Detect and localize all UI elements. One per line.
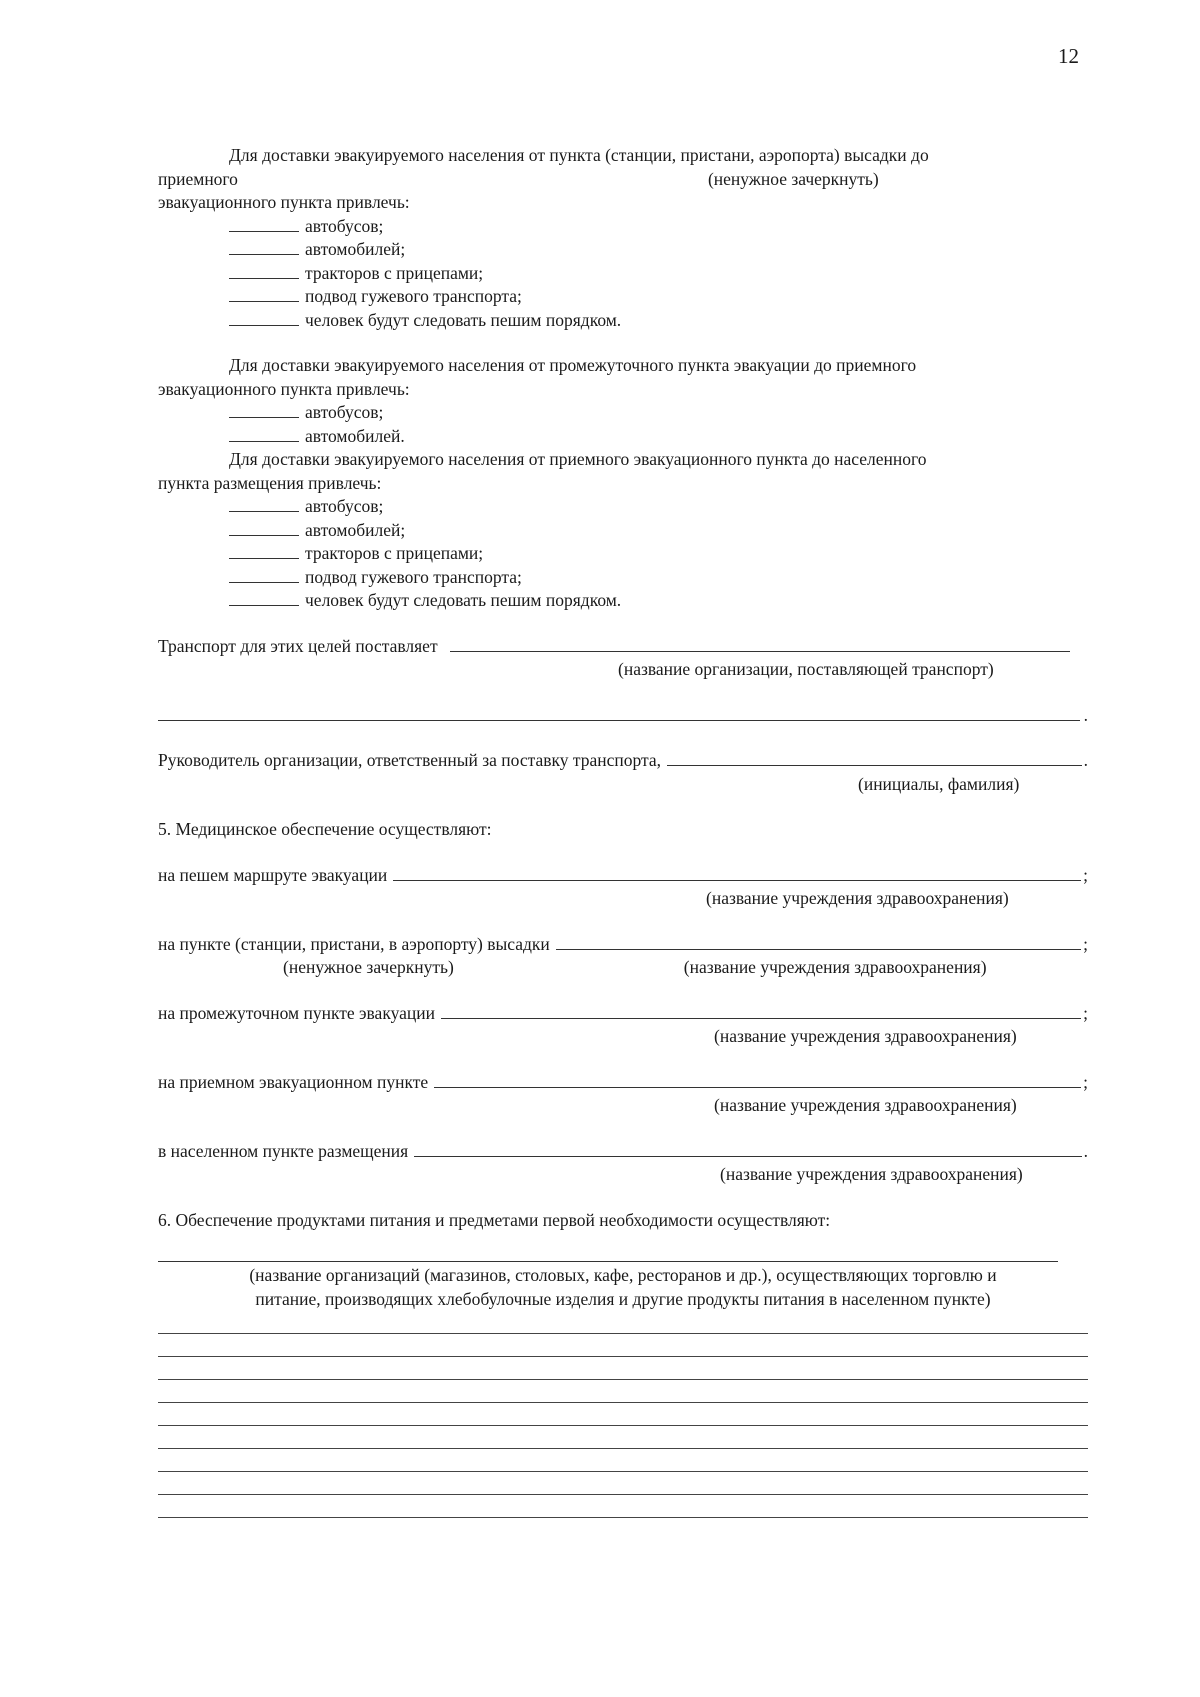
transport-continuation-field[interactable] <box>158 704 1080 721</box>
med-item-end: ; <box>1083 933 1088 954</box>
head-hint: (инициалы, фамилия) <box>858 773 1020 794</box>
med-item-field[interactable] <box>393 864 1081 881</box>
med-item-end: ; <box>1083 864 1088 885</box>
list-item <box>229 262 1088 286</box>
list-item <box>229 238 1088 262</box>
med-item-hint-left: (ненужное зачеркнуть) <box>283 957 454 977</box>
para2-line2: эвакуационного пункта привлечь: <box>158 378 410 399</box>
head-name-field[interactable] <box>667 749 1082 766</box>
list-item <box>229 285 1088 309</box>
med-item-label: в населенном пункте размещения <box>158 1140 409 1161</box>
section6-org-field[interactable] <box>158 1260 1058 1262</box>
blank-line[interactable] <box>158 1334 1088 1357</box>
blank-field[interactable] <box>229 310 299 326</box>
med-item-label: на пункте (станции, пристани, в аэропорту) высадки <box>158 933 550 954</box>
list-item <box>229 566 1088 590</box>
list-item-label: человек будут следовать пешим порядком. <box>305 590 622 610</box>
med-item-field[interactable] <box>556 933 1081 950</box>
med-item-hint: (название учреждения здравоохранения) <box>714 1026 1017 1046</box>
med-item-label: на промежуточном пункте эвакуации <box>158 1002 435 1023</box>
blank-line[interactable] <box>158 1357 1088 1380</box>
para1-line2 <box>158 168 1088 192</box>
list-item-label: тракторов с прицепами; <box>305 262 484 283</box>
med-item-hint: (название учреждения здравоохранения) <box>720 1164 1023 1184</box>
transport-label: Транспорт для этих целей поставляет <box>158 635 438 656</box>
list-item-label: автомобилей. <box>305 425 405 446</box>
blank-field[interactable] <box>229 239 299 255</box>
list-item-label: подвод гужевого транспорта; <box>305 286 522 306</box>
list-item <box>229 589 1088 613</box>
blank-field[interactable] <box>229 590 299 606</box>
med-item-field[interactable] <box>434 1071 1081 1088</box>
para1-line2-left: приемного <box>158 168 238 189</box>
blank-field[interactable] <box>229 520 299 536</box>
list-item <box>229 401 1088 425</box>
transport-row <box>158 635 1088 659</box>
para3-line1: Для доставки эвакуируемого населения от приемного эвакуационного пункта до населенного <box>229 449 927 469</box>
blank-field[interactable] <box>229 286 299 302</box>
list-item <box>229 519 1088 543</box>
section6-hint-line2: питание, производящих хлебобулочные изделия и другие продукты питания в населенном пункте) <box>255 1288 991 1309</box>
med-item-hint: (название учреждения здравоохранения) <box>714 1095 1017 1115</box>
med-item-end: ; <box>1083 1071 1088 1092</box>
med-item-end: ; <box>1083 1002 1088 1023</box>
blank-field[interactable] <box>229 426 299 442</box>
section6-title: 6. Обеспечение продуктами питания и предметами первой необходимости осуществляют: <box>158 1209 831 1230</box>
list3 <box>158 495 1088 613</box>
para3-line2: пункта размещения привлечь: <box>158 472 382 493</box>
list-item-label: автобусов; <box>305 402 384 422</box>
list-item <box>229 495 1088 519</box>
med-item-label: на пешем маршруте эвакуации <box>158 864 388 885</box>
head-label: Руководитель организации, ответственный за поставку транспорта, <box>158 750 662 770</box>
list-item-label: автобусов; <box>305 496 384 516</box>
med-item-end: . <box>1083 1140 1088 1161</box>
list-item-label: тракторов с прицепами; <box>305 543 484 563</box>
med-item-hints <box>158 956 1088 980</box>
transport-continuation-row <box>158 704 1088 728</box>
blank-field[interactable] <box>229 263 299 279</box>
med-item-row <box>158 1140 1088 1164</box>
blank-field[interactable] <box>229 216 299 232</box>
blank-line[interactable] <box>158 1403 1088 1426</box>
med-item-label: на приемном эвакуационном пункте <box>158 1071 429 1092</box>
blank-line[interactable] <box>158 1449 1088 1472</box>
blank-field[interactable] <box>229 543 299 559</box>
head-end: . <box>1083 750 1088 770</box>
med-item-hint: (название учреждения здравоохранения) <box>706 888 1009 908</box>
list-item <box>229 425 1088 449</box>
list2 <box>158 401 1088 448</box>
list-item-label: автомобилей; <box>305 519 406 540</box>
section5-title: 5. Медицинское обеспечение осуществляют: <box>158 819 492 839</box>
transport-hint: (название организации, поставляющей транспорт) <box>618 659 994 679</box>
para1-line2-hint: (ненужное зачеркнуть) <box>707 168 879 189</box>
list-item-label: автомобилей; <box>305 239 406 259</box>
blank-line[interactable] <box>158 1472 1088 1495</box>
section6-blank-lines <box>158 1311 1088 1518</box>
blank-line[interactable] <box>158 1495 1088 1518</box>
med-item-field[interactable] <box>441 1002 1081 1019</box>
list-item <box>229 542 1088 566</box>
section6-hint-line1: (название организаций (магазинов, столовых, кафе, ресторанов и др.), осуществляющих торговлю и <box>249 1265 997 1285</box>
transport-org-field[interactable] <box>450 635 1070 652</box>
transport-end: . <box>1083 704 1088 725</box>
list-item-label: человек будут следовать пешим порядком. <box>305 309 622 330</box>
list1 <box>158 215 1088 333</box>
med-item-row <box>158 933 1088 957</box>
list-item <box>229 215 1088 239</box>
list-item-label: автобусов; <box>305 215 384 236</box>
blank-field[interactable] <box>229 402 299 418</box>
med-item-row <box>158 1002 1088 1026</box>
head-row <box>158 749 1088 773</box>
med-item-row <box>158 864 1088 888</box>
med-item-field[interactable] <box>414 1140 1081 1157</box>
blank-line[interactable] <box>158 1380 1088 1403</box>
blank-field[interactable] <box>229 496 299 512</box>
para1-line1: Для доставки эвакуируемого населения от пункта (станции, пристани, аэропорта) высадки до <box>229 145 929 165</box>
blank-line[interactable] <box>158 1426 1088 1449</box>
list-item <box>229 309 1088 333</box>
page-number: 12 <box>1058 44 1079 68</box>
med-item-row <box>158 1071 1088 1095</box>
para2-line1: Для доставки эвакуируемого населения от промежуточного пункта эвакуации до приемного <box>229 355 917 375</box>
list-item-label: подвод гужевого транспорта; <box>305 566 522 587</box>
blank-line[interactable] <box>158 1311 1088 1334</box>
med-item-hint: (название учреждения здравоохранения) <box>683 957 987 977</box>
blank-field[interactable] <box>229 567 299 583</box>
para1-line3: эвакуационного пункта привлечь: <box>158 192 410 212</box>
document-body <box>158 144 1088 1518</box>
